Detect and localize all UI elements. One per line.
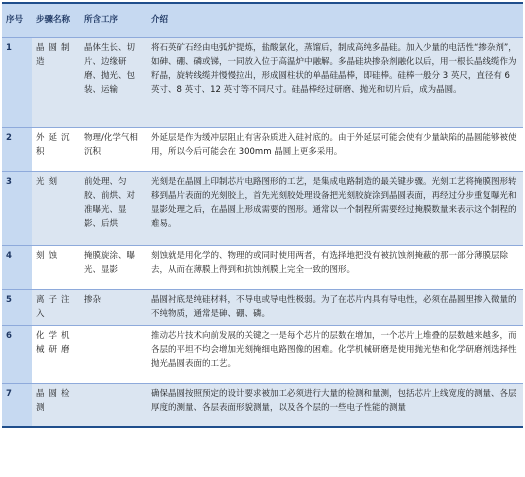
table-row [2, 325, 523, 383]
step-name: 晶圆检测 [32, 383, 80, 427]
table-row [2, 289, 523, 325]
intro-cell: 刻蚀就是用化学的、物理的或同时使用两者，有选择地把没有被抗蚀剂掩蔽的那一部分薄膜层除去，从而在薄膜上得到和抗蚀剂膜上完全一致的图形。 [147, 245, 523, 289]
header-step: 步骤名称 [32, 3, 80, 37]
header-intro: 介绍 [147, 3, 523, 37]
procedures-cell: 掩膜旋涂、曝光、显影 [80, 245, 147, 289]
row-number: 3 [2, 171, 32, 245]
procedures-cell [80, 325, 147, 383]
header-no: 序号 [2, 3, 32, 37]
header-row [2, 3, 523, 37]
row-number: 1 [2, 37, 32, 127]
row-number: 5 [2, 289, 32, 325]
step-name: 化学机械研磨 [32, 325, 80, 383]
table-row [2, 127, 523, 171]
intro-cell: 推动芯片技术向前发展的关键之一是每个芯片的层数在增加，一个芯片上堆叠的层数越来越多，而各层的平坦不均会增加光刻掩细电路图像的困难。化学机械研磨是使用抛光垫和化学研磨剂选择性抛光晶圆表面的工艺。 [147, 325, 523, 383]
intro-cell: 光刻是在晶圆上印制芯片电路图形的工艺，是集成电路制造的最关键步骤。光刻工艺将掩膜图形转移到晶片表面的光刻胶上，首先光刻胶处理设备把光刻胶旋涂到晶圆表面，再经过分步重复曝光和显影处理之后，在晶圆上形成需要的图形。通常以一个制程所需要经过掩膜数量来表示这个制程的难易。 [147, 171, 523, 245]
table-row [2, 171, 523, 245]
process-table [2, 2, 523, 428]
procedures-cell: 物理/化学气相沉积 [80, 127, 147, 171]
table-row [2, 383, 523, 427]
procedures-cell: 晶体生长、切片、边缘研磨、抛光、包装、运输 [80, 37, 147, 127]
intro-cell: 外延层是作为缓冲层阻止有害杂质进入硅衬底的。由于外延层可能会使有少量缺陷的晶圆能够被使用，所以今后可能会在 300mm 晶圆上更多采用。 [147, 127, 523, 171]
step-name: 离子注入 [32, 289, 80, 325]
row-number: 2 [2, 127, 32, 171]
step-name: 光刻 [32, 171, 80, 245]
step-name: 刻蚀 [32, 245, 80, 289]
intro-cell: 确保晶圆按照预定的设计要求被加工必须进行大量的检测和量测，包括芯片上线宽度的测量、各层厚度的测量、各层表面形貌测量，以及各个层的一些电子性能的测量 [147, 383, 523, 427]
table-row [2, 37, 523, 127]
row-number: 4 [2, 245, 32, 289]
procedures-cell: 前处理、匀胶、前烘、对准曝光、显影、后烘 [80, 171, 147, 245]
row-number: 6 [2, 325, 32, 383]
procedures-cell [80, 383, 147, 427]
table-row [2, 245, 523, 289]
intro-cell: 将石英矿石经由电弧炉提炼，盐酸氯化，蒸馏后，制成高纯多晶硅。加入少量的电活性“掺杂剂”，如砷、硼、磷或锑，一同放入位于高温炉中融解。多晶硅块掺杂剂融化以后，用一根长晶线缆作为籽晶，旋转线缆并慢慢拉出，形成圆柱状的单晶硅晶棒，即硅棒。硅棒一般分 3 英尺，直径有 6 英寸、8 英寸、12 英寸等不同尺寸。硅晶棒经过研磨、抛光和切片后，成为晶圆。 [147, 37, 523, 127]
step-name: 晶圆制造 [32, 37, 80, 127]
procedures-cell: 掺杂 [80, 289, 147, 325]
header-procedures: 所含工序 [80, 3, 147, 37]
row-number: 7 [2, 383, 32, 427]
intro-cell: 晶圆衬底是纯硅材料，不导电或导电性极弱。为了在芯片内具有导电性，必须在晶圆里掺入微量的不纯物质，通常是砷、硼、磷。 [147, 289, 523, 325]
step-name: 外延沉积 [32, 127, 80, 171]
